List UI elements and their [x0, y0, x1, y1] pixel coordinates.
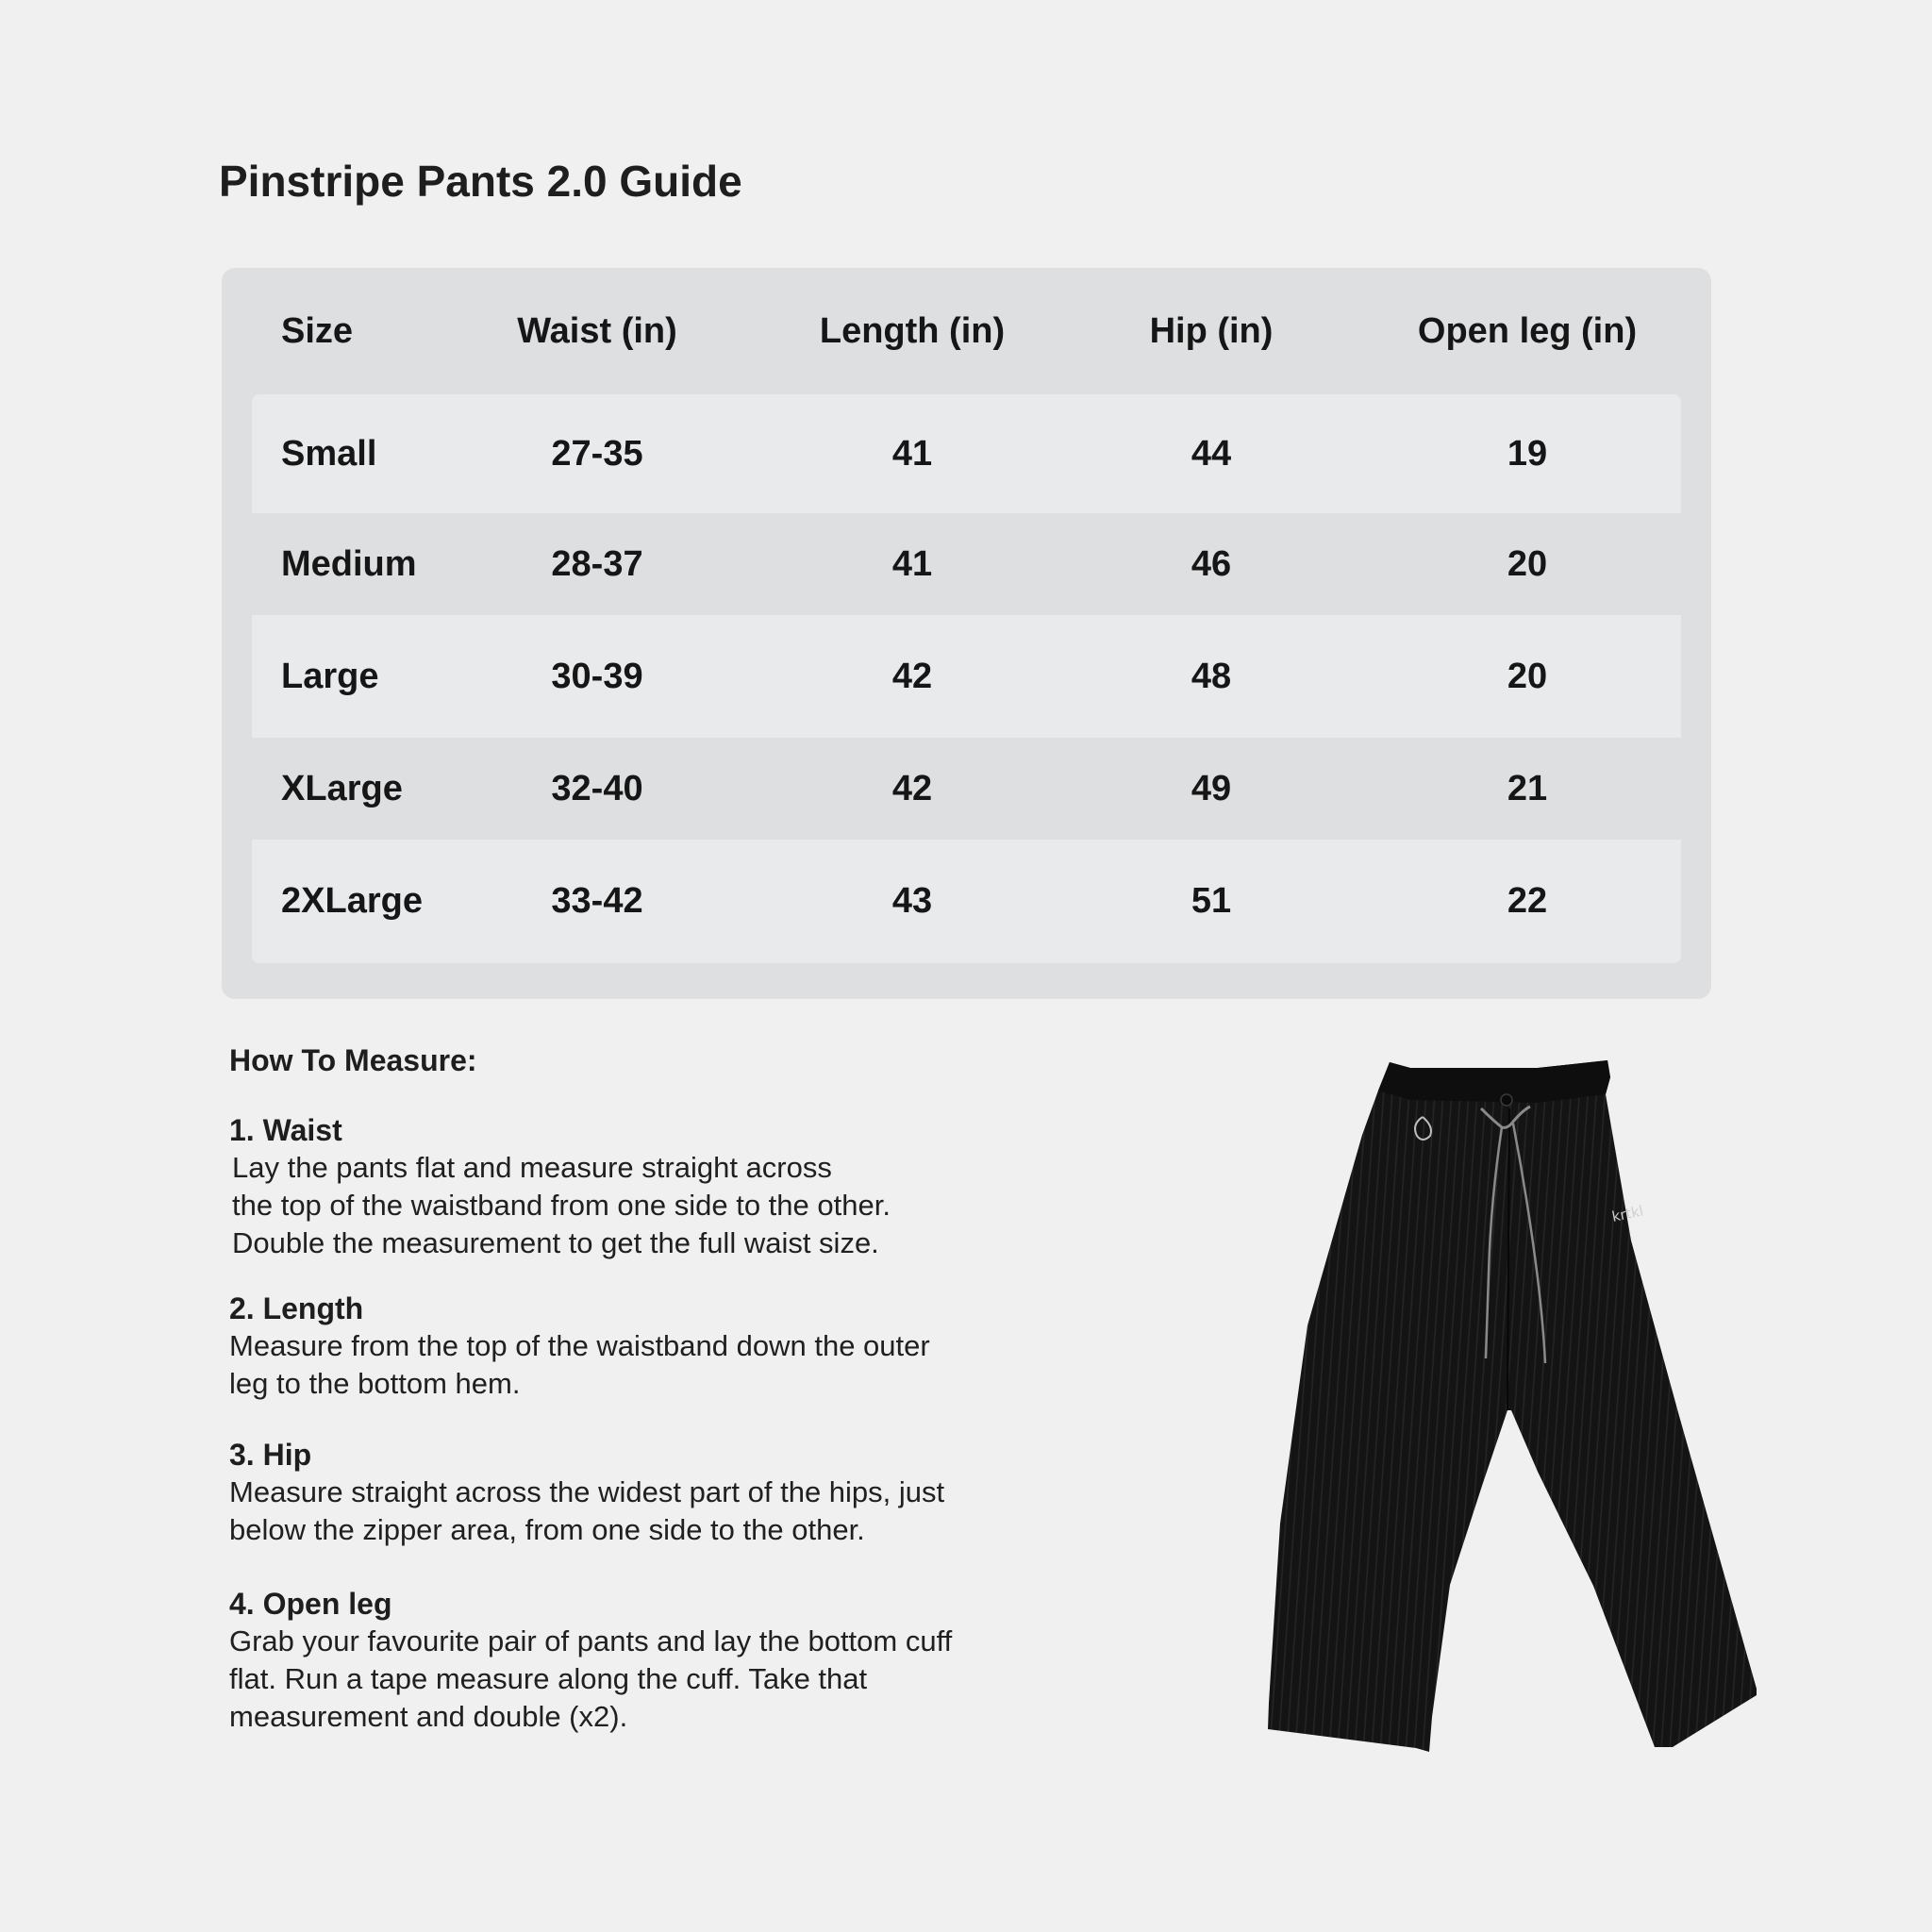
step-title: 3. Hip [229, 1438, 312, 1472]
how-to-measure-section [229, 1038, 1078, 1733]
cell-open-leg: 21 [1507, 768, 1548, 808]
size-chart-table [222, 268, 1711, 999]
header-hip: Hip (in) [1149, 310, 1274, 351]
how-to-measure-heading: How To Measure: [229, 1043, 477, 1077]
step-title: 4. Open leg [229, 1587, 392, 1621]
cell-size: XLarge [281, 768, 403, 808]
cell-waist: 28-37 [551, 543, 643, 584]
step-line: Measure from the top of the waistband down the outer [229, 1329, 930, 1362]
cell-hip: 51 [1191, 881, 1232, 921]
cell-open-leg: 20 [1507, 543, 1548, 584]
cell-hip: 44 [1191, 433, 1232, 474]
step-line: below the zipper area, from one side to the other. [229, 1513, 865, 1546]
step-title: 1. Waist [229, 1113, 342, 1147]
cell-length: 42 [891, 656, 933, 696]
step-waist [229, 1111, 1059, 1262]
table-row [252, 513, 1681, 615]
cell-size: Large [281, 656, 379, 696]
cell-length: 41 [891, 433, 933, 474]
pants-product-image [1255, 1052, 1764, 1759]
cell-size: Small [281, 433, 377, 474]
brand-logo: krtkl [1610, 1202, 1645, 1225]
step-open-leg [229, 1585, 1059, 1736]
table-row [252, 615, 1681, 738]
cell-waist: 27-35 [551, 433, 643, 474]
cell-open-leg: 22 [1507, 881, 1548, 921]
step-line: Grab your favourite pair of pants and lay the bottom cuff [229, 1624, 953, 1657]
table-row [252, 394, 1681, 513]
step-line: leg to the bottom hem. [229, 1367, 521, 1400]
step-hip [229, 1436, 1059, 1549]
step-title: 2. Length [229, 1291, 364, 1325]
cell-waist: 30-39 [551, 656, 643, 696]
cell-waist: 33-42 [551, 881, 643, 921]
step-line: flat. Run a tape measure along the cuff. Take that [229, 1662, 868, 1695]
table-header-row [222, 268, 1711, 394]
cell-open-leg: 19 [1507, 433, 1548, 474]
header-length: Length (in) [819, 310, 1006, 351]
header-open-leg: Open leg (in) [1417, 310, 1638, 351]
table-row [252, 738, 1681, 840]
header-size: Size [281, 310, 354, 351]
step-line: Double the measurement to get the full waist size. [232, 1226, 879, 1259]
step-line: Measure straight across the widest part of the hips, just [229, 1475, 945, 1508]
pants-body [1268, 1060, 1757, 1752]
cell-hip: 48 [1191, 656, 1232, 696]
cell-open-leg: 20 [1507, 656, 1548, 696]
waistband [1378, 1060, 1610, 1103]
cell-size: Medium [281, 543, 417, 584]
step-line: Lay the pants flat and measure straight across [232, 1151, 832, 1184]
step-line: the top of the waistband from one side to the other. [232, 1189, 891, 1222]
step-line: measurement and double (x2). [229, 1700, 628, 1733]
step-length [229, 1290, 1059, 1403]
button-icon [1501, 1094, 1512, 1106]
page-title: Pinstripe Pants 2.0 Guide [219, 157, 742, 206]
cell-hip: 46 [1191, 543, 1232, 584]
header-waist: Waist (in) [517, 310, 677, 351]
cell-length: 43 [891, 881, 933, 921]
cell-hip: 49 [1191, 768, 1232, 808]
cell-size: 2XLarge [281, 881, 423, 921]
table-row [252, 840, 1681, 963]
cell-length: 41 [891, 543, 933, 584]
cell-length: 42 [891, 768, 933, 808]
cell-waist: 32-40 [551, 768, 643, 808]
